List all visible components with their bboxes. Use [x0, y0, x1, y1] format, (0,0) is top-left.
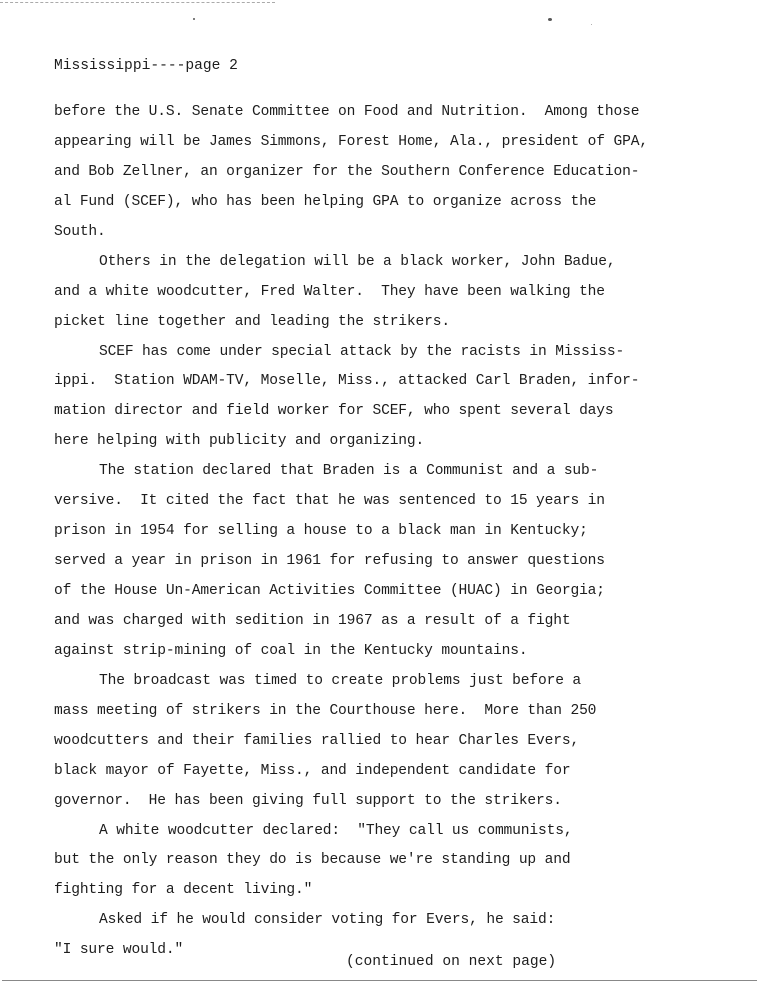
text-line: fighting for a decent living."	[54, 882, 313, 899]
text-line: Others in the delegation will be a black worker, John Badue,	[99, 253, 616, 270]
text-line: and a white woodcutter, Fred Walter. They have been walking the	[54, 283, 605, 300]
scan-speck	[548, 18, 552, 21]
text-line: "I sure would."	[54, 942, 184, 959]
continuation-note: (continued on next page)	[346, 954, 557, 970]
text-line: prison in 1954 for selling a house to a black man in Kentucky;	[54, 523, 588, 540]
text-line: but the only reason they do is because we're standing up and	[54, 852, 571, 869]
text-line: before the U.S. Senate Committee on Food and Nutrition. Among those	[54, 104, 640, 120]
text-line: against strip-mining of coal in the Kentucky mountains.	[54, 642, 528, 659]
bottom-edge-rule	[2, 980, 757, 981]
text-line: SCEF has come under special attack by the racists in Mississ-	[99, 343, 625, 360]
text-line: The broadcast was timed to create problems just before a	[99, 672, 582, 689]
text-line: versive. It cited the fact that he was sentenced to 15 years in	[54, 493, 605, 510]
text-line: governor. He has been giving full support to the strikers.	[54, 792, 562, 809]
text-line: ippi. Station WDAM-TV, Moselle, Miss., attacked Carl Braden, infor-	[54, 373, 640, 390]
document-body	[54, 101, 754, 969]
scan-speck	[193, 18, 195, 20]
text-line: mass meeting of strikers in the Courthouse here. More than 250	[54, 702, 597, 719]
text-line: A white woodcutter declared: "They call us communists,	[99, 822, 573, 839]
text-line: here helping with publicity and organizing.	[54, 433, 425, 450]
text-line: al Fund (SCEF), who has been helping GPA to organize across the	[54, 193, 597, 210]
text-line: mation director and field worker for SCEF, who spent several days	[54, 403, 614, 420]
page-header: Mississippi----page 2	[54, 58, 238, 74]
text-line: of the House Un-American Activities Committee (HUAC) in Georgia;	[54, 583, 605, 599]
text-line: appearing will be James Simmons, Forest Home, Ala., president of GPA,	[54, 133, 648, 150]
scan-speck	[591, 24, 592, 25]
text-line: woodcutters and their families rallied to hear Charles Evers,	[54, 732, 580, 749]
text-line: Asked if he would consider voting for Evers, he said:	[99, 912, 556, 929]
text-line: and was charged with sedition in 1967 as a result of a fight	[54, 612, 571, 629]
text-line: served a year in prison in 1961 for refusing to answer questions	[54, 553, 605, 570]
text-line: The station declared that Braden is a Communist and a sub-	[99, 463, 599, 480]
text-line: picket line together and leading the strikers.	[54, 313, 450, 330]
top-edge-rule	[0, 2, 275, 3]
text-line: and Bob Zellner, an organizer for the Southern Conference Education-	[54, 163, 640, 180]
text-line: South.	[54, 223, 106, 240]
text-line: black mayor of Fayette, Miss., and independent candidate for	[54, 762, 571, 779]
